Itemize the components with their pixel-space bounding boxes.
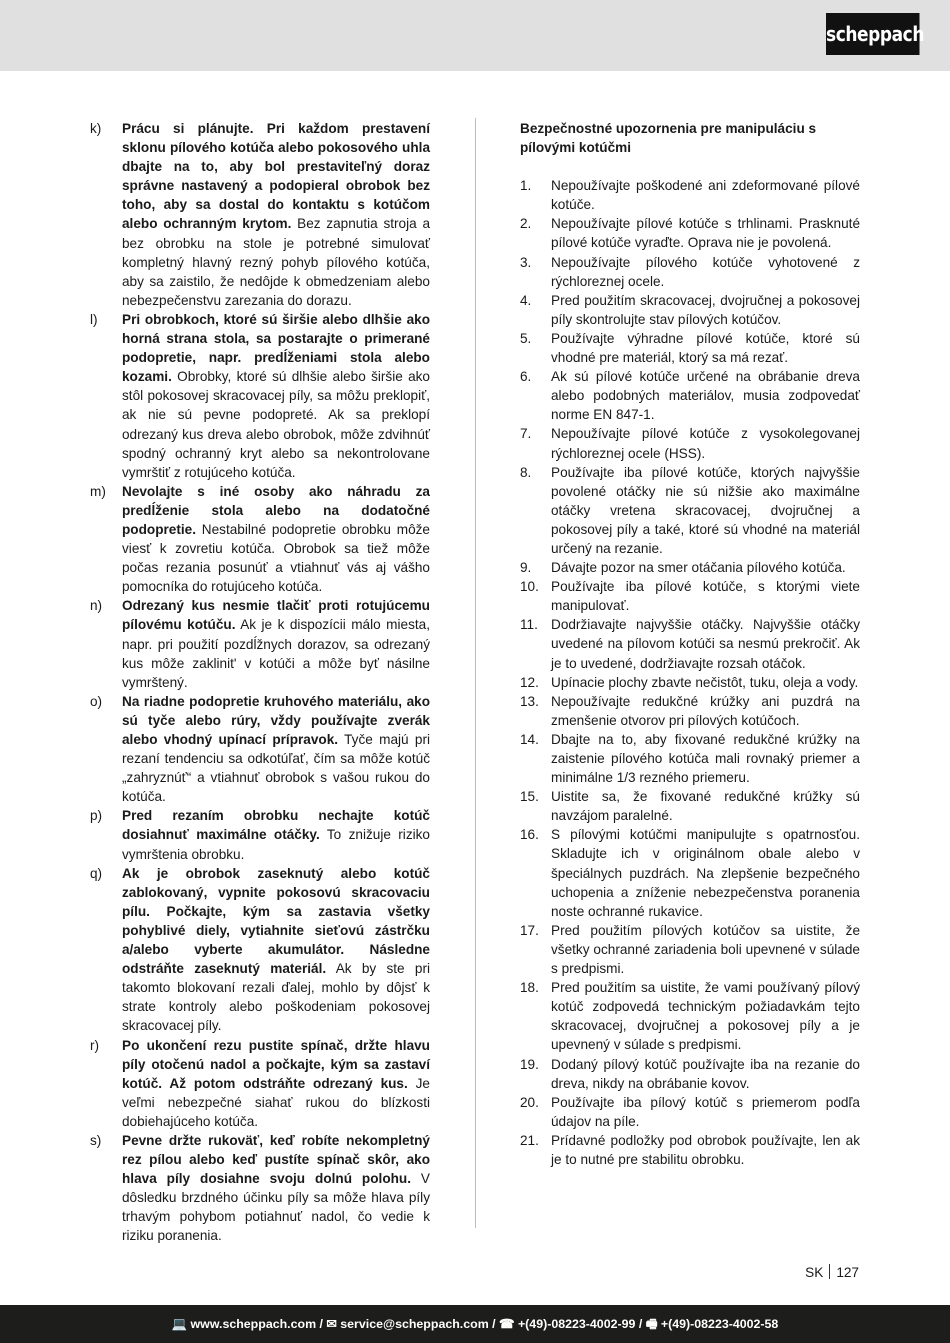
list-item-text: Nestabilné podopretie obrobku môže viesť k zovretiu kotúča. Obrobok sa tiež môže počas rezania posunúť a vtiahnuť vás aj vášho pomocníka do rotujúceho kotúča. (122, 521, 430, 595)
list-marker: s) (90, 1132, 102, 1148)
list-item-o (90, 692, 430, 807)
numbered-item (520, 692, 860, 730)
numbered-item (520, 291, 860, 329)
list-item-text: Je veľmi nebezpečné siahať rukou do blízkosti dobiehajúceho kotúča. (122, 1075, 430, 1129)
list-item-bold-text: Pred rezaním obrobku nechajte kotúč dosiahnuť maximálne otáčky. (122, 808, 430, 843)
mail-icon: ✉ (326, 1317, 337, 1331)
numbered-item-text: Dávajte pozor na smer otáčania pílového kotúča. (551, 560, 846, 576)
list-item-m (90, 482, 430, 597)
list-item-bold-text: Na riadne podopretie kruhového materiálu, ako sú tyče alebo rúry, vždy používajte zverák alebo vhodný upínací prípravok. (122, 693, 430, 747)
list-item-p (90, 806, 430, 863)
list-item-k (90, 119, 430, 310)
list-item-text: Obrobky, ktoré sú dlhšie alebo širšie ako stôl pokosovej skracovacej píly, sa môžu preklopiť, ak nie sú pevne podopreté. Ak sa preklopí odrezaný kus dreva alebo obrobok, môže zdvihnúť spodný ochranný kryt alebo sa nekontrolovane vymrštiť z rotujúceho kotúča. (122, 369, 430, 480)
numbered-item-text: Pred použitím sa uistite, že vami používaný pílový kotúč zodpovedá technickým požiadavkám tejto skracovacej, dvojručnej a pokosovej píly a je upevnený v súlade s predpismi. (551, 980, 860, 1053)
list-number: 8. (520, 464, 532, 480)
page-number-separator (829, 1264, 830, 1279)
list-marker: p) (90, 808, 103, 824)
fax-number: +(49)-08223-4002-58 (660, 1317, 779, 1331)
list-item-text: Bez zapnutia stroja a bez obrobku na stole je potrebné simulovať kompletný hlavný rezný pohyb pílového kotúča, aby sa zaistilo, že nedôjde k obmedzeniam alebo nebezpečenstvu zarezania do dorazu. (122, 216, 431, 308)
numbered-item-text: Prídavné podložky pod obrobok používajte, len ak je to nutné pre stabilitu obrobku. (551, 1132, 860, 1167)
section-title: Bezpečnostné upozornenia pre manipuláciu s pílovými kotúčmi (520, 121, 817, 156)
scheppach-logo: scheppach (826, 13, 920, 55)
phone-number: +(49)-08223-4002-99 (517, 1317, 636, 1331)
numbered-item-text: Používajte výhradne pílové kotúče, ktoré sú vhodné pre materiál, ktorý sa má rezať. (551, 330, 860, 366)
numbered-item-text: Používajte iba pílový kotúč s priemerom podľa údajov na píle. (551, 1094, 860, 1129)
list-number: 10. (520, 579, 539, 595)
website-link[interactable]: www.scheppach.com (190, 1317, 317, 1331)
list-number: 7. (520, 426, 532, 442)
page-number (805, 1264, 859, 1280)
right-column (520, 119, 860, 1169)
numbered-item (520, 558, 860, 577)
numbered-item (520, 1131, 860, 1169)
list-item-bold-text: Pri obrobkoch, ktoré sú širšie alebo dlhšie ako horná strana stola, sa postarajte o primerané podopretie, napr. predĺženiami stola alebo kozami. (122, 311, 430, 385)
list-item-bold-text: Odrezaný kus nesmie tlačiť proti rotujúcemu pílovému kotúču. (122, 598, 430, 633)
list-number: 14. (520, 731, 539, 747)
numbered-item-text: Pred použitím skracovacej, dvojručnej a pokosovej píly skontrolujte stav pílových kotúčov. (551, 292, 860, 327)
list-number: 13. (520, 693, 539, 709)
list-marker: r) (90, 1037, 100, 1053)
numbered-item-text: Používajte iba pílové kotúče, s ktorými viete manipulovať. (551, 579, 860, 614)
list-item-n (90, 596, 430, 691)
page-language: SK (805, 1265, 824, 1280)
phone-icon: ☎ (499, 1317, 515, 1331)
numbered-item (520, 730, 860, 787)
numbered-item-text: Pred použitím pílových kotúčov sa uistite, že všetky ochranné zariadenia boli upevnené v súlade s predpismi. (551, 922, 860, 977)
list-item-l (90, 310, 430, 482)
list-number: 6. (520, 369, 532, 385)
numbered-item (520, 463, 860, 558)
column-divider (475, 118, 476, 1228)
numbered-item-text: Dodaný pílový kotúč používajte iba na rezanie do dreva, nikdy na obrábanie kovov. (551, 1056, 860, 1091)
list-item-text: Tyče majú pri rezaní tendenciu sa odkotúľať, čím sa môže kotúč „zahryznúť“ a vtiahnuť obrobok s vašou rukou do kotúča. (122, 732, 430, 805)
list-number: 21. (520, 1132, 539, 1148)
list-item-text: To znižuje riziko vymrštenia obrobku. (122, 827, 430, 862)
numbered-item-text: Ak sú pílové kotúče určené na obrábanie dreva alebo podobných materiálov, musia zodpovedať norme EN 847-1. (551, 369, 860, 423)
list-number: 15. (520, 789, 539, 805)
numbered-item (520, 367, 860, 424)
list-marker: l) (90, 311, 98, 327)
list-item-bold-text: Po ukončení rezu pustite spínač, držte hlavu píly otočenú nadol a počkajte, kým sa zastaví kotúč. Až potom odstráňte odrezaný kus. (122, 1037, 430, 1091)
list-item-bold-text: Prácu si plánujte. Pri každom prestavení sklonu pílového kotúča alebo pokosového uhla dbajte na to, aby bol prestaviteľný doraz správne nastavený a podopieral obrobok bez toho, aby sa dostal do kontaktu s kotúčom alebo ochranným krytom. (122, 121, 430, 232)
numbered-item (520, 787, 860, 825)
list-item-bold-text: Ak je obrobok zaseknutý alebo kotúč zablokovaný, vypnite pokosovú skracovaciu pílu. Počkajte, kým sa zastavia všetky pohyblivé diely, vytiahnite sieťovú zástrčku a/alebo vyberte akumulátor. Následne odstráňte zaseknutý materiál. (122, 865, 430, 977)
numbered-item (520, 978, 860, 1054)
footer-separator: / (488, 1317, 500, 1331)
list-item-text: V dôsledku brzdného účinku píly sa môže hlava píly trhavým pohybom potiahnuť nadol, čo vedie k riziku poranenia. (122, 1171, 430, 1244)
list-item-s (90, 1131, 430, 1246)
numbered-item-text: Nepoužívajte pílové kotúče s trhlinami. Prasknuté pílové kotúče vyraďte. Oprava nie je povolená. (551, 216, 860, 251)
numbered-item (520, 1093, 860, 1131)
page-number-value: 127 (836, 1265, 859, 1280)
list-number: 11. (520, 617, 538, 633)
list-item-text: Ak je k dispozícii málo miesta, napr. pri použití pozdĺžnych dorazov, sa odrezaný kus môže zaklinit' v kotúči a môže byť násilne vymrštený. (122, 617, 430, 690)
list-marker: k) (90, 121, 102, 136)
list-marker: q) (90, 865, 103, 881)
numbered-item-text: Nepoužívajte pílové kotúče z vysokolegovanej rýchloreznej ocele (HSS). (551, 426, 860, 461)
numbered-item (520, 615, 860, 672)
list-number: 3. (520, 254, 532, 270)
list-item-q (90, 864, 430, 1036)
list-number: 16. (520, 827, 539, 843)
numbered-item-text: Upínacie plochy zbavte nečistôt, tuku, oleja a vody. (551, 674, 859, 690)
list-item-r (90, 1036, 430, 1131)
list-number: 12. (520, 674, 539, 690)
header-band (0, 0, 950, 71)
numbered-item (520, 214, 860, 252)
email-link[interactable]: service@scheppach.com (340, 1317, 489, 1331)
numbered-item (520, 253, 860, 291)
list-number: 5. (520, 330, 532, 346)
list-number: 9. (520, 560, 532, 576)
numbered-item (520, 424, 860, 462)
list-marker: n) (90, 598, 103, 614)
numbered-item-text: Používajte iba pílové kotúče, ktorých najvyššie povolené otáčky nie sú nižšie ako maximálne otáčky vretena skracovacej, dvojručnej a pokosovej píly a také, ktoré sú vhodné na materiál určený na rezanie. (551, 464, 860, 556)
numbered-item (520, 577, 860, 615)
list-number: 18. (520, 980, 539, 996)
numbered-item (520, 176, 860, 214)
numbered-item (520, 329, 860, 367)
fax-icon: 🖷 (645, 1317, 658, 1331)
list-number: 20. (520, 1094, 539, 1110)
numbered-item-text: S pílovými kotúčmi manipulujte s opatrnosťou. Skladujte ich v originálnom obale alebo v špeciálnych puzdrách. Na zlepšenie bezpečného uchopenia a zníženie nebezpečenstva poranenia noste ochranné rukavice. (551, 827, 860, 919)
footer-contact-bar (0, 1305, 950, 1343)
numbered-item (520, 1055, 860, 1093)
list-number: 17. (520, 922, 539, 938)
list-item-bold-text: Pevne držte rukoväť, keď robíte nekompletný rez pílou alebo keď pustíte spínač skôr, ako hlava píly dosiahne svoju dolnú polohu. (122, 1132, 430, 1187)
list-number: 19. (520, 1056, 539, 1072)
list-item-text: Ak by ste pri takomto blokovaní rezali ďalej, mohlo by dôjsť k strate kontroly alebo poškodeniam pokosovej skracovacej píly. (122, 961, 430, 1034)
numbered-item-text: Dodržiavajte najvyššie otáčky. Najvyššie otáčky uvedené na pílovom kotúči sa nesmú prekročiť. Ak je to uvedené, dodržiavajte rozsah otáčok. (551, 617, 860, 671)
numbered-item (520, 825, 860, 920)
list-marker: o) (90, 693, 103, 709)
numbered-item-text: Nepoužívajte pílového kotúče vyhotovené z rýchloreznej ocele. (551, 254, 860, 289)
numbered-item-text: Dbajte na to, aby fixované redukčné krúžky na zaistenie pílového kotúča mali rovnaký priemer a minimálne 1/3 rezného priemeru. (551, 731, 860, 786)
footer-separator: / (635, 1317, 646, 1331)
list-number: 2. (520, 216, 532, 232)
numbered-item (520, 673, 860, 692)
numbered-item-text: Nepoužívajte redukčné krúžky ani puzdrá na zmenšenie otvorov pri pílových kotúčoch. (551, 693, 860, 728)
list-number: 1. (520, 178, 532, 194)
left-column (90, 119, 430, 1246)
numbered-item-text: Nepoužívajte poškodené ani zdeformované pílové kotúče. (551, 178, 860, 213)
numbered-item-text: Uistite sa, že fixované redukčné krúžky sú navzájom paralelné. (551, 789, 860, 824)
numbered-item (520, 921, 860, 978)
list-number: 4. (520, 292, 532, 308)
list-marker: m) (90, 483, 106, 499)
footer-separator: / (316, 1317, 327, 1331)
computer-icon: 💻 (171, 1317, 188, 1331)
list-item-bold-text: Nevolajte s iné osoby ako náhradu za predĺženie stola alebo na dodatočné podopretie. (122, 483, 430, 537)
